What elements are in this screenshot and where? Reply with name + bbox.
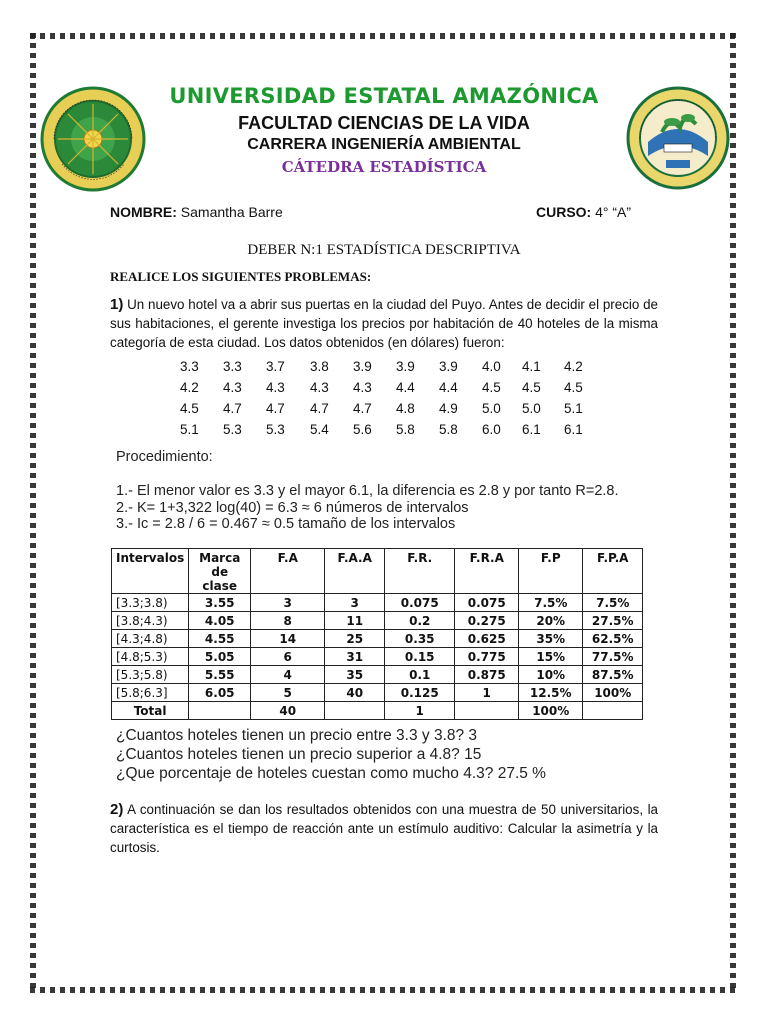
table-total-cell: Total — [112, 702, 189, 720]
instruction: REALICE LOS SIGUIENTES PROBLEMAS: — [110, 269, 372, 284]
assignment-title: DEBER N:1 ESTADÍSTICA DESCRIPTIVA — [247, 242, 521, 258]
dotted-border-top — [30, 33, 736, 39]
table-row — [112, 648, 643, 666]
data-value: 4.2 — [564, 359, 583, 374]
course-label: CURSO: — [536, 204, 592, 220]
table-cell: 1 — [455, 684, 519, 702]
table-cell: 4 — [251, 666, 325, 684]
table-cell: 0.075 — [385, 594, 455, 612]
data-value: 3.9 — [439, 359, 458, 374]
table-cell: 0.2 — [385, 612, 455, 630]
name-label: NOMBRE: — [110, 204, 177, 220]
table-total-cell: 1 — [385, 702, 455, 720]
table-cell: 0.075 — [455, 594, 519, 612]
table-cell: 27.5% — [583, 612, 643, 630]
student-name — [110, 204, 283, 220]
data-value: 5.6 — [353, 422, 372, 437]
data-value: 5.4 — [310, 422, 329, 437]
table-cell: 15% — [519, 648, 583, 666]
problem-1-number: 1) — [110, 296, 124, 313]
table-cell: 62.5% — [583, 630, 643, 648]
table-cell: 77.5% — [583, 648, 643, 666]
table-cell: 100% — [583, 684, 643, 702]
data-value: 4.5 — [180, 401, 199, 416]
data-value: 5.1 — [564, 401, 583, 416]
table-cell: 12.5% — [519, 684, 583, 702]
data-value: 3.3 — [223, 359, 242, 374]
table-cell: 5 — [251, 684, 325, 702]
dotted-border-left — [30, 33, 36, 993]
table-cell: 3 — [251, 594, 325, 612]
table-cell: 0.125 — [385, 684, 455, 702]
table-row — [112, 594, 643, 612]
table-cell: 40 — [325, 684, 385, 702]
table-cell: 0.15 — [385, 648, 455, 666]
table-header-cell: F.A.A — [325, 549, 385, 594]
table-cell: 6 — [251, 648, 325, 666]
table-cell: 20% — [519, 612, 583, 630]
data-value: 4.8 — [396, 401, 415, 416]
procedure-title: Procedimiento: — [116, 449, 213, 465]
procedure-step-1: 1.- El menor valor es 3.3 y el mayor 6.1, la diferencia es 2.8 y por tanto R=2.8. — [116, 483, 619, 499]
data-value: 5.0 — [482, 401, 501, 416]
table-cell: [5.3;5.8) — [112, 666, 189, 684]
frequency-table-header — [112, 549, 643, 594]
data-value: 3.9 — [396, 359, 415, 374]
data-value: 3.8 — [310, 359, 329, 374]
table-cell: 14 — [251, 630, 325, 648]
university-name: UNIVERSIDAD ESTATAL AMAZÓNICA — [169, 84, 599, 108]
table-cell: 5.55 — [189, 666, 251, 684]
table-cell: 0.875 — [455, 666, 519, 684]
data-value: 4.4 — [396, 380, 415, 395]
table-cell: 5.05 — [189, 648, 251, 666]
table-row — [112, 666, 643, 684]
table-cell: 4.05 — [189, 612, 251, 630]
table-cell: [5.8;6.3] — [112, 684, 189, 702]
problem-2 — [110, 800, 658, 857]
table-header-cell: F.P.A — [583, 549, 643, 594]
table-header-cell: F.R.A — [455, 549, 519, 594]
table-header-cell: F.A — [251, 549, 325, 594]
data-value: 5.1 — [180, 422, 199, 437]
table-cell: 0.35 — [385, 630, 455, 648]
table-cell: 3 — [325, 594, 385, 612]
table-cell: 35 — [325, 666, 385, 684]
table-cell: 87.5% — [583, 666, 643, 684]
data-value: 4.7 — [266, 401, 285, 416]
data-value: 3.9 — [353, 359, 372, 374]
data-value: 4.4 — [439, 380, 458, 395]
table-cell: 10% — [519, 666, 583, 684]
table-cell: 0.625 — [455, 630, 519, 648]
procedure-step-2: 2.- K= 1+3,322 log(40) = 6.3 ≈ 6 números de intervalos — [116, 500, 469, 516]
table-cell: [3.8;4.3) — [112, 612, 189, 630]
data-value: 4.0 — [482, 359, 501, 374]
data-value: 4.7 — [223, 401, 242, 416]
table-cell: [4.8;5.3) — [112, 648, 189, 666]
problem-2-number: 2) — [110, 801, 124, 818]
data-value: 4.3 — [310, 380, 329, 395]
table-header-cell: F.P — [519, 549, 583, 594]
table-total-row — [112, 702, 643, 720]
table-cell: 0.275 — [455, 612, 519, 630]
table-cell: 31 — [325, 648, 385, 666]
table-cell: [4.3;4.8) — [112, 630, 189, 648]
data-value: 4.7 — [310, 401, 329, 416]
table-total-cell — [189, 702, 251, 720]
table-total-cell — [455, 702, 519, 720]
data-value: 3.7 — [266, 359, 285, 374]
data-value: 3.3 — [180, 359, 199, 374]
data-value: 4.5 — [564, 380, 583, 395]
course-value: 4° “A” — [595, 204, 632, 220]
table-cell: 0.775 — [455, 648, 519, 666]
table-cell: [3.3;3.8) — [112, 594, 189, 612]
question-1: ¿Cuantos hoteles tienen un precio entre 3.3 y 3.8? 3 — [116, 727, 478, 744]
data-value: 5.8 — [396, 422, 415, 437]
data-value: 6.1 — [522, 422, 541, 437]
problem-1 — [110, 295, 658, 352]
question-3: ¿Que porcentaje de hoteles cuestan como mucho 4.3? 27.5 % — [116, 765, 546, 782]
data-value: 5.3 — [223, 422, 242, 437]
table-cell: 35% — [519, 630, 583, 648]
table-cell: 4.55 — [189, 630, 251, 648]
table-header-cell: F.R. — [385, 549, 455, 594]
data-value: 6.1 — [564, 422, 583, 437]
data-value: 4.3 — [353, 380, 372, 395]
table-cell: 7.5% — [583, 594, 643, 612]
table-row — [112, 630, 643, 648]
data-value: 4.2 — [180, 380, 199, 395]
data-value: 4.5 — [482, 380, 501, 395]
data-value: 5.3 — [266, 422, 285, 437]
table-cell: 7.5% — [519, 594, 583, 612]
problem-1-text: Un nuevo hotel va a abrir sus puertas en la ciudad del Puyo. Antes de decidir el precio de sus habitaciones, el gerente investiga los precios por habitación de 40 hoteles de la misma categoría de esta ciudad. Los datos obtenidos (en dólares) fueron: — [110, 297, 658, 350]
table-cell: 8 — [251, 612, 325, 630]
data-value: 4.5 — [522, 380, 541, 395]
table-total-cell: 100% — [519, 702, 583, 720]
data-value: 4.3 — [223, 380, 242, 395]
dotted-border-right — [730, 33, 736, 993]
career-name: CARRERA INGENIERÍA AMBIENTAL — [247, 136, 521, 153]
chair-name: CÁTEDRA ESTADÍSTICA — [281, 158, 487, 176]
data-value: 4.7 — [353, 401, 372, 416]
procedure-step-3: 3.- Ic = 2.8 / 6 = 0.467 ≈ 0.5 tamaño de los intervalos — [116, 516, 456, 532]
table-row — [112, 612, 643, 630]
data-value: 5.0 — [522, 401, 541, 416]
table-cell: 11 — [325, 612, 385, 630]
table-cell: 25 — [325, 630, 385, 648]
table-cell: 3.55 — [189, 594, 251, 612]
data-value: 4.1 — [522, 359, 541, 374]
data-value: 4.9 — [439, 401, 458, 416]
table-row — [112, 684, 643, 702]
name-value: Samantha Barre — [180, 204, 283, 220]
frequency-table — [111, 548, 643, 720]
table-cell: 0.1 — [385, 666, 455, 684]
problem-2-text: A continuación se dan los resultados obtenidos con una muestra de 50 universitarios, la característica es el tiempo de reacción ante un estímulo auditivo: Calcular la asimetría y la curtosis. — [110, 802, 658, 855]
data-value: 4.3 — [266, 380, 285, 395]
data-value: 5.8 — [439, 422, 458, 437]
data-value: 6.0 — [482, 422, 501, 437]
table-header-cell: Intervalos — [112, 549, 189, 594]
student-course — [536, 204, 631, 220]
faculty-name: FACULTAD CIENCIAS DE LA VIDA — [238, 113, 530, 133]
table-total-cell: 40 — [251, 702, 325, 720]
question-2: ¿Cuantos hoteles tienen un precio superior a 4.8? 15 — [116, 746, 482, 763]
dotted-border-bottom — [30, 987, 736, 993]
table-header-cell: Marca de clase — [189, 549, 251, 594]
table-cell: 6.05 — [189, 684, 251, 702]
table-total-cell — [325, 702, 385, 720]
table-total-cell — [583, 702, 643, 720]
